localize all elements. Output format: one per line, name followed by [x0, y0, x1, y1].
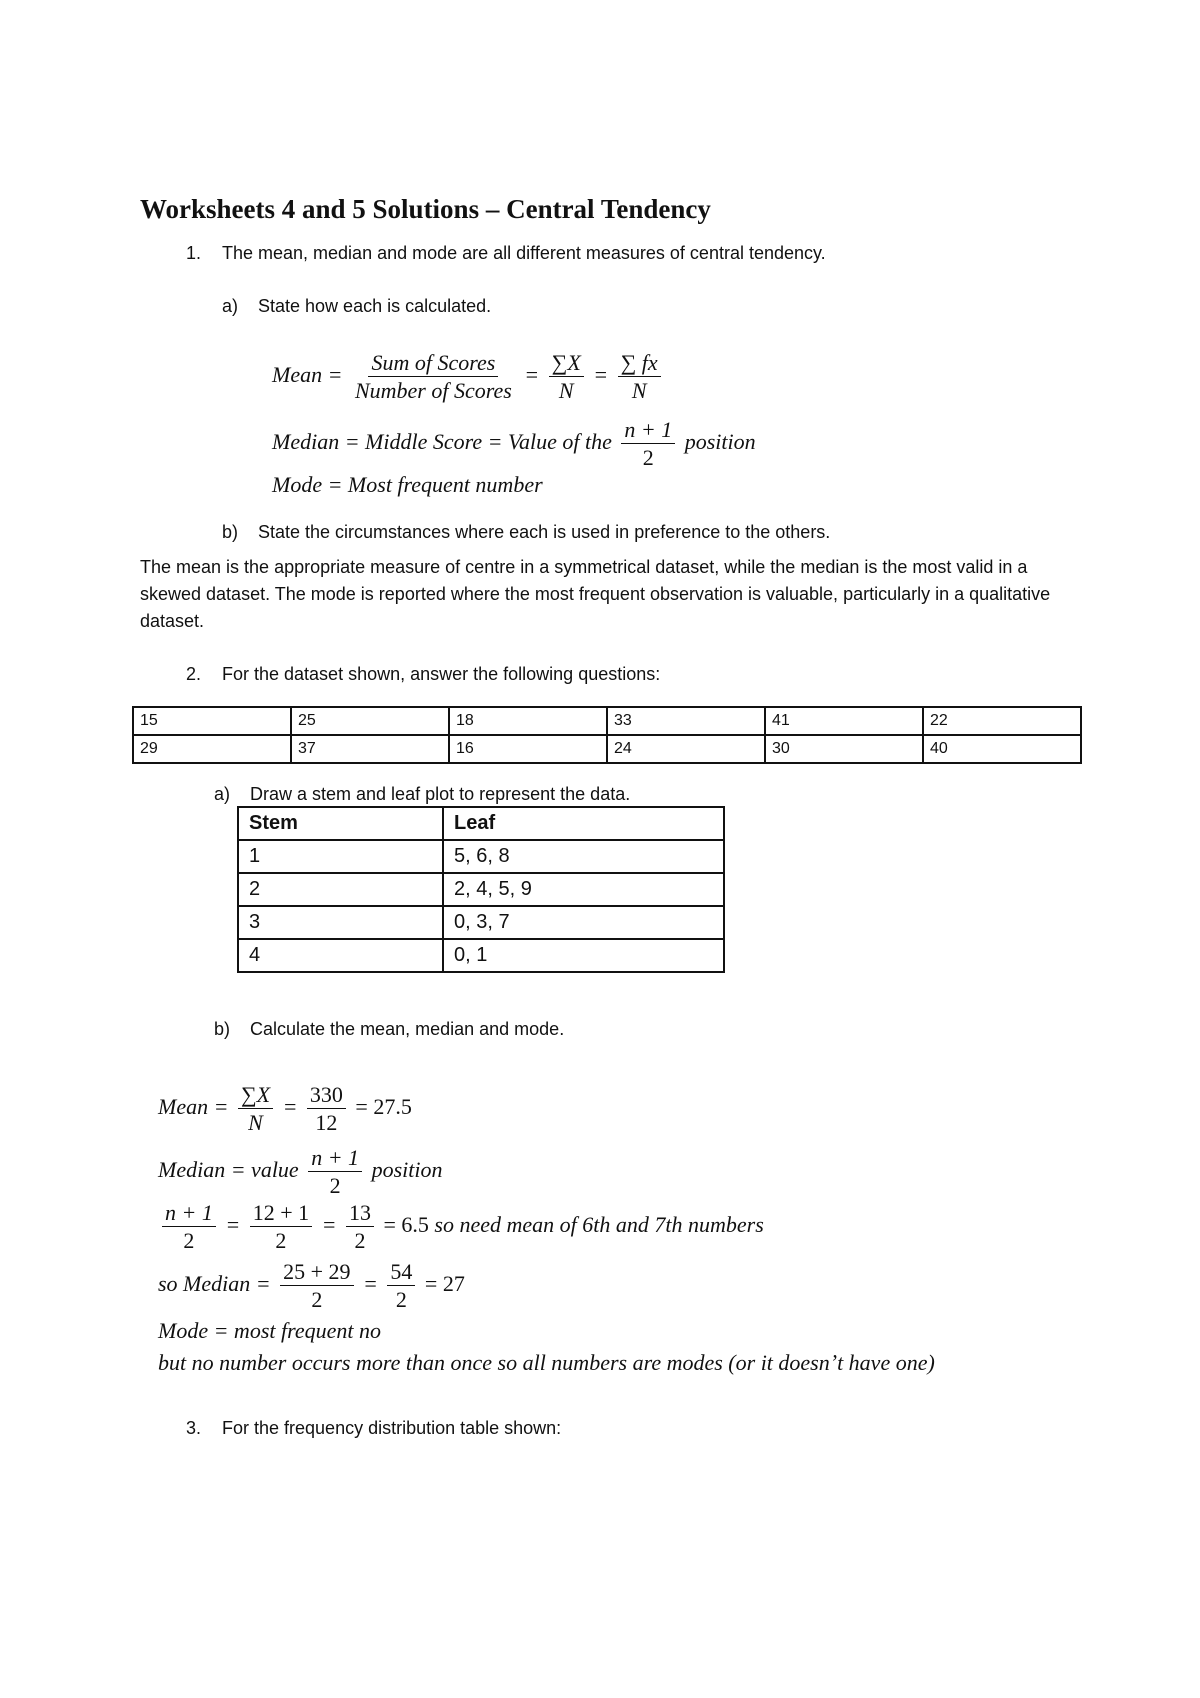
result: = 27.5	[355, 1093, 412, 1119]
fraction: $\frac{\sum fx}{N}$	[618, 350, 661, 404]
work-mode-note: but no number occurs more than once so all numbers are modes (or it doesnʼt have one)	[158, 1350, 935, 1375]
leaf-cell: 0, 3, 7	[443, 906, 724, 939]
leaf-cell: 2, 4, 5, 9	[443, 873, 724, 906]
part-label: b)	[214, 1019, 231, 1039]
leaf-cell: 5, 6, 8	[443, 840, 724, 873]
work-so-median	[158, 1259, 465, 1313]
formula-text: Median = value	[158, 1156, 299, 1182]
median-formula	[272, 417, 756, 471]
result: = 6.5	[383, 1211, 429, 1237]
column-header: Leaf	[443, 807, 724, 840]
answer-paragraph: The mean is the appropriate measure of centre in a symmetrical dataset, while the median is the most valid in a skewed dataset. The mode is reported where the most frequent observation is valuable, particularly in a qualitative dataset.	[140, 557, 1051, 631]
part-text: Calculate the mean, median and mode.	[250, 1019, 565, 1039]
stem-cell: 2	[238, 873, 443, 906]
work-median	[158, 1145, 442, 1199]
table-row	[238, 906, 724, 939]
fraction: $\frac{25 + 29}{2}$	[280, 1259, 353, 1313]
column-header: Stem	[238, 807, 443, 840]
question-text: For the dataset shown, answer the following questions:	[222, 664, 661, 684]
fraction: $\frac{n + 1}{2}$	[308, 1145, 362, 1199]
equals: =	[321, 1211, 337, 1237]
table-header-row	[238, 807, 724, 840]
result: = 27	[424, 1270, 465, 1296]
work-mean	[158, 1082, 412, 1136]
table-cell: 30	[765, 735, 923, 763]
question-1	[186, 243, 826, 264]
formula-text: Mean =	[158, 1093, 229, 1119]
table-cell: 24	[607, 735, 765, 763]
question-text: For the frequency distribution table shown:	[222, 1418, 562, 1438]
part-label: b)	[222, 522, 239, 542]
table-cell: 37	[291, 735, 449, 763]
fraction: $\frac{13}{2}$	[346, 1200, 374, 1254]
fraction: $\frac{n + 1}{2}$	[621, 417, 675, 471]
formula-text: position	[371, 1156, 443, 1182]
fraction: $\frac{330}{12}$	[307, 1082, 346, 1136]
table-row	[133, 707, 1081, 735]
work-position	[158, 1200, 764, 1254]
fraction: $\frac{\sum X}{N}$	[238, 1082, 273, 1136]
mode-formula: Mode = Most frequent number	[272, 472, 543, 497]
stem-leaf-table	[237, 806, 725, 973]
question-2	[186, 664, 660, 685]
part-text: State the circumstances where each is used in preference to the others.	[258, 522, 831, 542]
question-number: 2.	[186, 664, 202, 684]
work-mode: Mode = most frequent no	[158, 1318, 381, 1343]
table-row	[133, 735, 1081, 763]
leaf-cell: 0, 1	[443, 939, 724, 972]
formula-text: so Median =	[158, 1270, 271, 1296]
question-3	[186, 1418, 561, 1439]
equals: =	[282, 1093, 298, 1119]
fraction: $\frac{54}{2}$	[387, 1259, 415, 1313]
stem-cell: 3	[238, 906, 443, 939]
question-1b	[222, 522, 830, 543]
question-number: 1.	[186, 243, 202, 263]
table-row	[238, 939, 724, 972]
formula-text: Mean =	[272, 361, 343, 387]
fraction: $\frac{n + 1}{2}$	[162, 1200, 216, 1254]
question-text: The mean, median and mode are all different measures of central tendency.	[222, 243, 826, 263]
formula-text: position	[684, 428, 756, 454]
page-title: Worksheets 4 and 5 Solutions – Central Tendency	[140, 194, 711, 224]
table-cell: 18	[449, 707, 607, 735]
equals: =	[225, 1211, 241, 1237]
fraction: $\frac{\text{Sum of Scores}}{\text{Number of Scores}}$	[354, 350, 512, 404]
equals: =	[593, 361, 609, 387]
dataset-table	[132, 706, 1082, 764]
question-number: 3.	[186, 1418, 202, 1438]
equals: =	[524, 361, 540, 387]
question-2b	[214, 1019, 564, 1040]
question-2a	[214, 784, 630, 805]
table-cell: 29	[133, 735, 291, 763]
part-label: a)	[222, 296, 239, 316]
stem-cell: 4	[238, 939, 443, 972]
table-cell: 22	[923, 707, 1081, 735]
mean-formula	[272, 350, 665, 404]
formula-text: Median = Middle Score = Value of the	[272, 428, 612, 454]
fraction: $\frac{12 + 1}{2}$	[250, 1200, 312, 1254]
note: so need mean of 6th and 7th numbers	[434, 1211, 764, 1237]
table-cell: 25	[291, 707, 449, 735]
table-cell: 16	[449, 735, 607, 763]
table-cell: 33	[607, 707, 765, 735]
table-row	[238, 873, 724, 906]
part-text: State how each is calculated.	[258, 296, 492, 316]
part-label: a)	[214, 784, 231, 804]
table-cell: 41	[765, 707, 923, 735]
question-1a	[222, 296, 491, 317]
equals: =	[363, 1270, 378, 1296]
fraction: $\frac{\sum X}{N}$	[549, 350, 584, 404]
table-cell: 15	[133, 707, 291, 735]
table-cell: 40	[923, 735, 1081, 763]
part-text: Draw a stem and leaf plot to represent the data.	[250, 784, 631, 804]
table-row	[238, 840, 724, 873]
stem-cell: 1	[238, 840, 443, 873]
